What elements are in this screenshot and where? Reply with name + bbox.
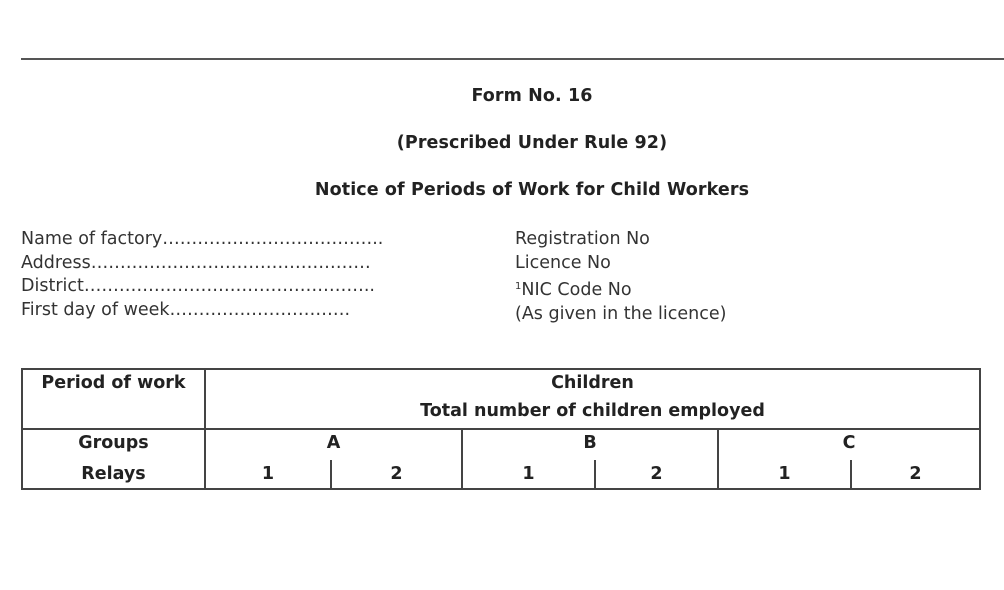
group-a: A [326,433,341,453]
factory-fields [21,228,383,322]
field-licence-no: Licence No [515,252,611,273]
relay-b-1: 1 [522,464,535,484]
child-workers-table [21,368,981,490]
field-district: District………………………………………….. [21,276,375,296]
relay-a-1: 1 [261,464,275,484]
field-registration-no: Registration No [515,229,650,249]
label-relays: Relays [81,464,146,484]
licence-fields [515,228,726,326]
table-h-divider [23,428,979,430]
relay-a-2: 2 [390,464,403,484]
field-first-day-of-week: First day of week…………………………. [21,299,351,320]
group-c: C [842,433,856,453]
label-groups: Groups [78,433,149,453]
footnote-marker: 1 [515,281,522,292]
field-address: Address………………………………………… [21,252,371,273]
header-children: Children [551,373,634,393]
group-b: B [583,433,597,453]
field-name-of-factory: Name of factory……………………………….. [21,229,384,249]
relay-c-2: 2 [909,464,922,484]
form-number-title: Form No. 16 [471,86,593,106]
header-total-children: Total number of children employed [420,401,765,421]
form-heading: Notice of Periods of Work for Child Workers [314,180,750,200]
top-divider [21,58,1004,60]
header-period-of-work: Period of work [41,373,186,393]
field-nic-code-no: $^1$NIC Code No [515,280,632,300]
form-rule-subtitle: (Prescribed Under Rule 92) [396,133,668,153]
relay-c-1: 1 [778,464,791,484]
field-licence-note: (As given in the licence) [515,303,727,324]
relay-b-2: 2 [650,464,663,484]
